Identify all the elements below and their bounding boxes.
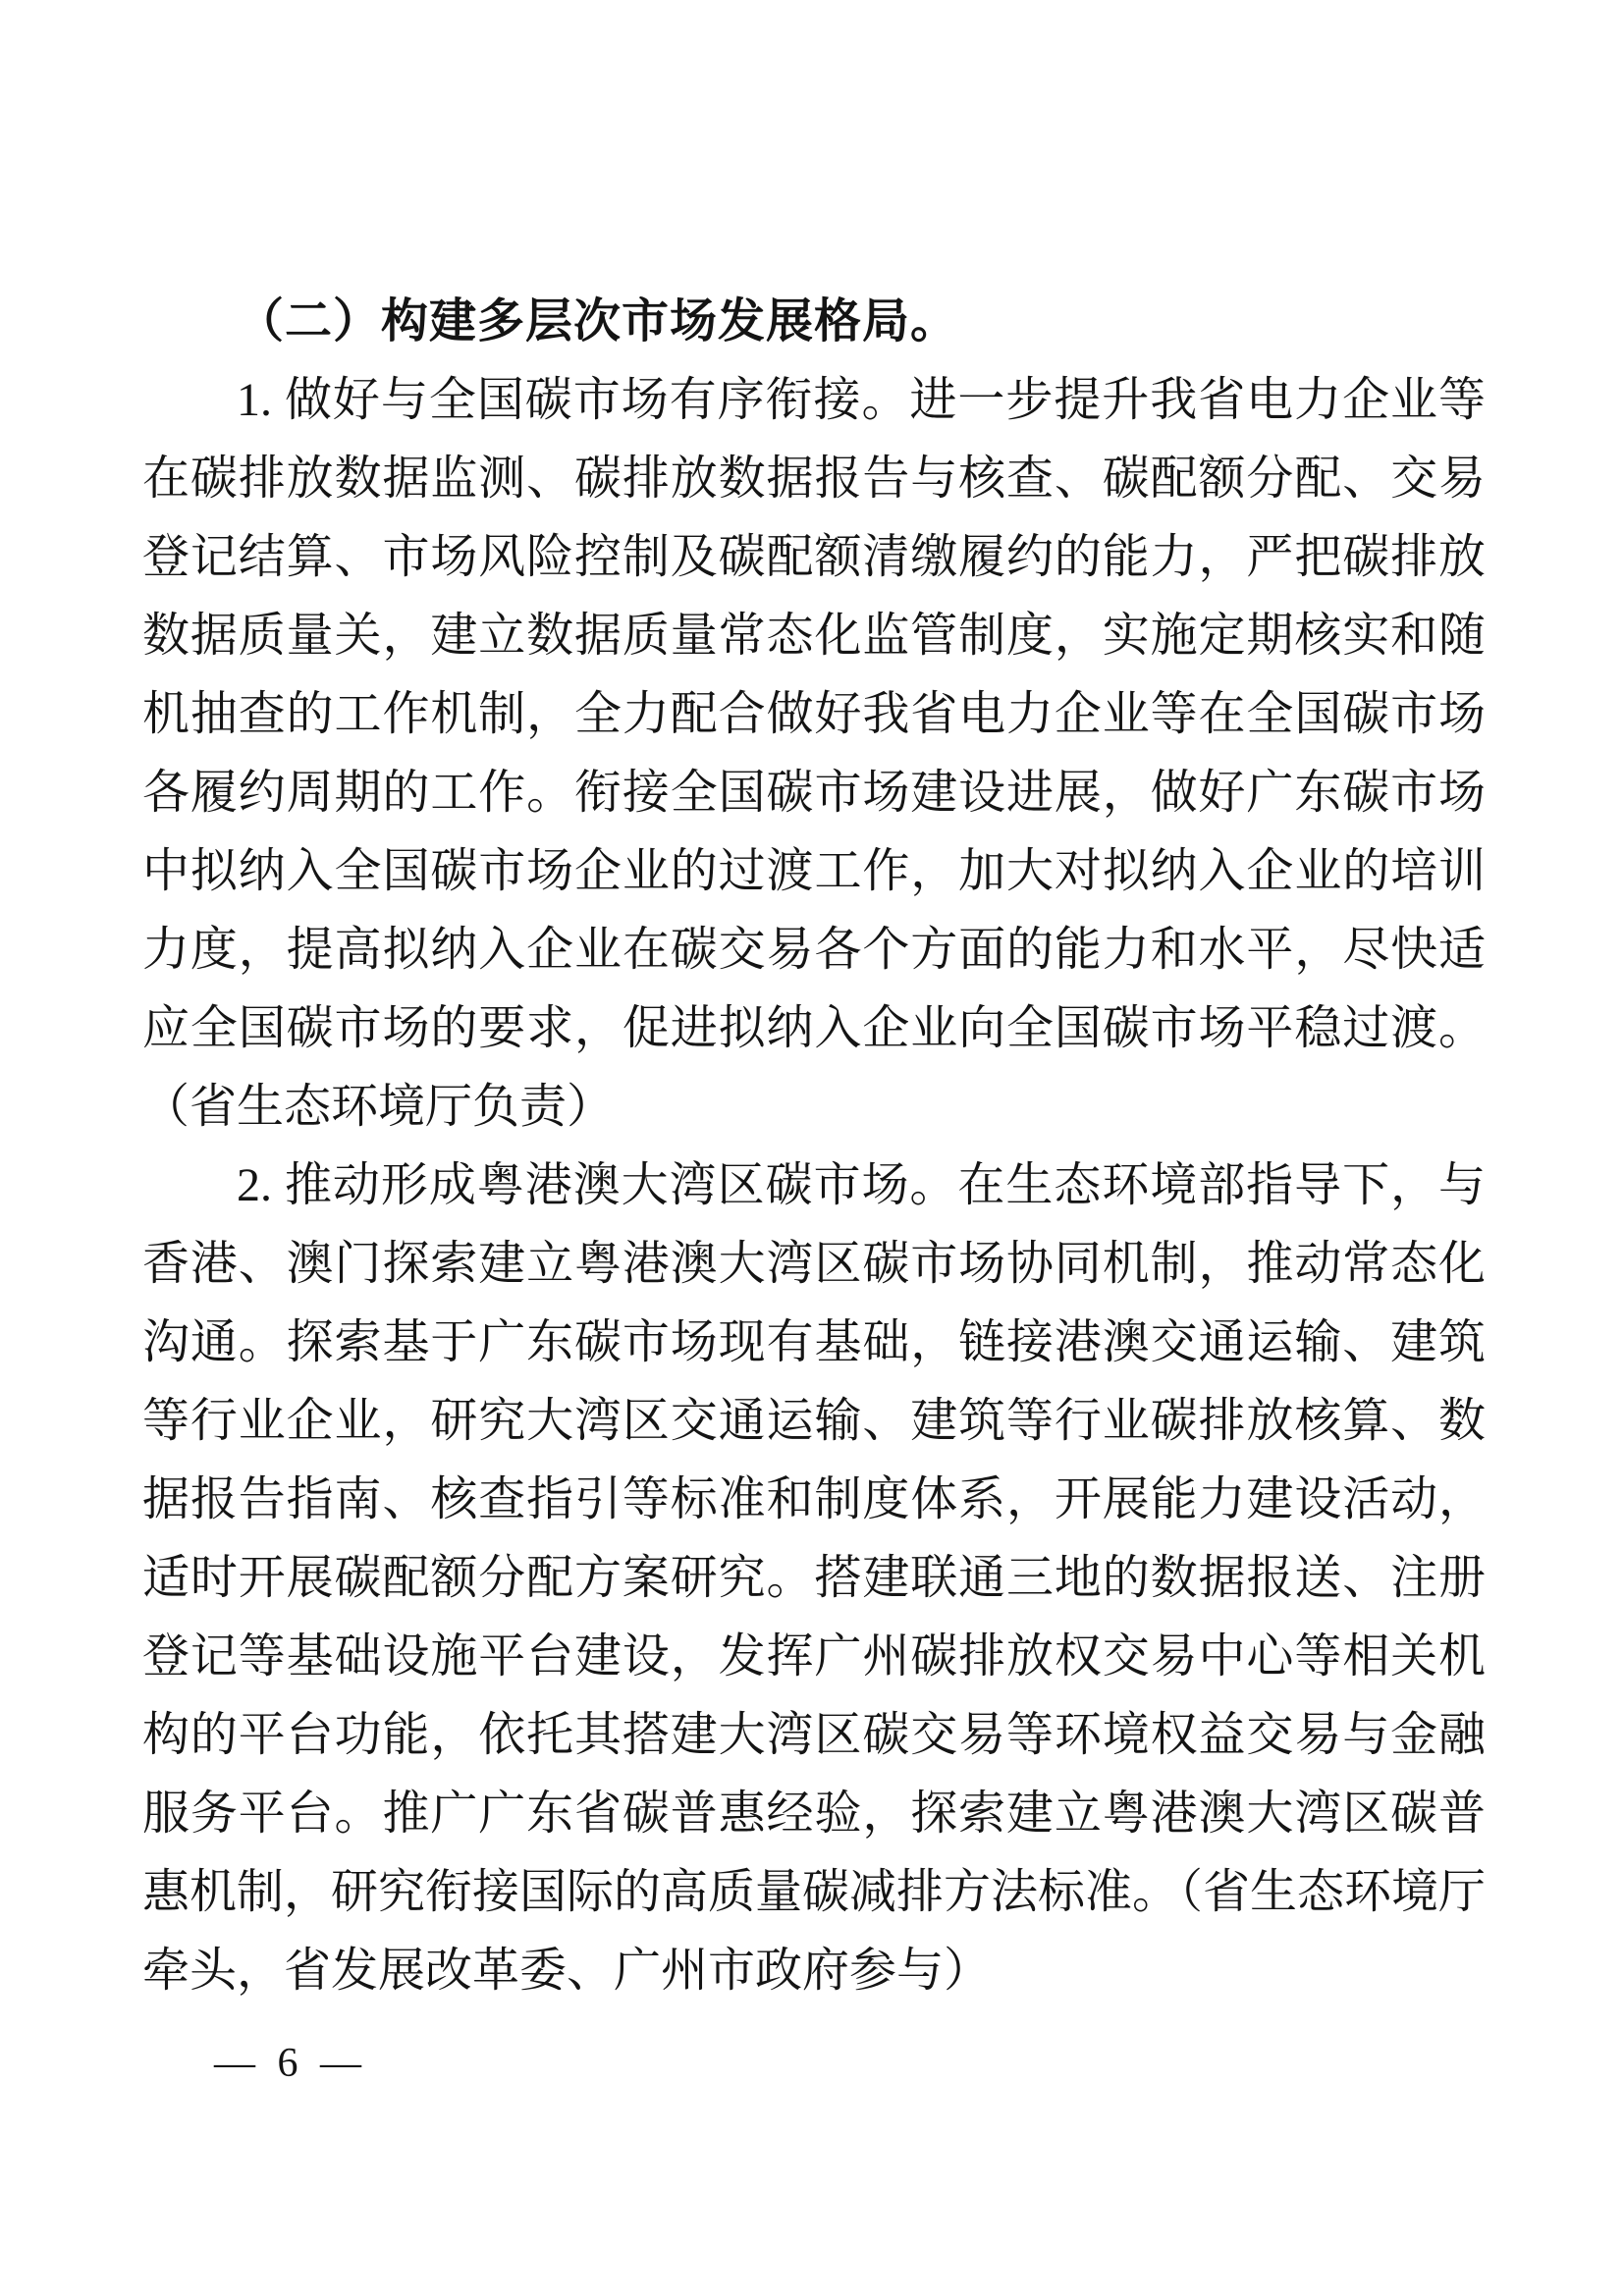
text-line: 各履约周期的工作。衔接全国碳市场建设进展，做好广东碳市场	[142, 767, 1486, 819]
text-line: 据报告指南、核查指引等标准和制度体系，开展能力建设活动，	[142, 1473, 1486, 1525]
text-line: 登记等基础设施平台建设，发挥广州碳排放权交易中心等相关机	[142, 1630, 1486, 1682]
section-heading: （二）构建多层次市场发展格局。	[237, 295, 959, 347]
responsibility-note: （省生态环境厅负责）	[142, 1081, 615, 1133]
document-body	[142, 283, 1486, 2010]
text-line: 力度，提高拟纳入企业在碳交易各个方面的能力和水平，尽快适	[142, 924, 1486, 976]
text-line: 适时开展碳配额分配方案研究。搭建联通三地的数据报送、注册	[142, 1552, 1486, 1604]
paragraph-2	[142, 1147, 1486, 2010]
text-line: 构的平台功能，依托其搭建大湾区碳交易等环境权益交易与金融	[142, 1709, 1486, 1761]
text-line: 沟通。探索基于广东碳市场现有基础，链接港澳交通运输、建筑	[142, 1316, 1486, 1368]
text-line: 机抽查的工作机制，全力配合做好我省电力企业等在全国碳市场	[142, 688, 1486, 740]
text-line: 1. 做好与全国碳市场有序衔接。进一步提升我省电力企业等	[237, 374, 1486, 426]
text-line: 数据质量关，建立数据质量常态化监管制度，实施定期核实和随	[142, 610, 1486, 662]
text-line: 中拟纳入全国碳市场企业的过渡工作，加大对拟纳入企业的培训	[142, 845, 1486, 897]
page-number: — 6 —	[214, 2041, 367, 2086]
responsibility-note: 牵头，省发展改革委、广州市政府参与）	[142, 1945, 992, 1997]
text-line: 惠机制，研究衔接国际的高质量碳减排方法标准。（省生态环境厅	[142, 1866, 1487, 1918]
text-line: 等行业企业，研究大湾区交通运输、建筑等行业碳排放核算、数	[142, 1395, 1486, 1447]
text-line: 在碳排放数据监测、碳排放数据报告与核查、碳配额分配、交易	[142, 453, 1486, 505]
text-line: 应全国碳市场的要求，促进拟纳入企业向全国碳市场平稳过渡。	[142, 1002, 1486, 1054]
text-line: 2. 推动形成粤港澳大湾区碳市场。在生态环境部指导下，与	[237, 1159, 1486, 1211]
paragraph-1	[142, 361, 1486, 1147]
text-line: 香港、澳门探索建立粤港澳大湾区碳市场协同机制，推动常态化	[142, 1238, 1486, 1290]
text-line: 服务平台。推广广东省碳普惠经验，探索建立粤港澳大湾区碳普	[142, 1788, 1486, 1840]
text-line: 登记结算、市场风险控制及碳配额清缴履约的能力，严把碳排放	[142, 531, 1486, 583]
